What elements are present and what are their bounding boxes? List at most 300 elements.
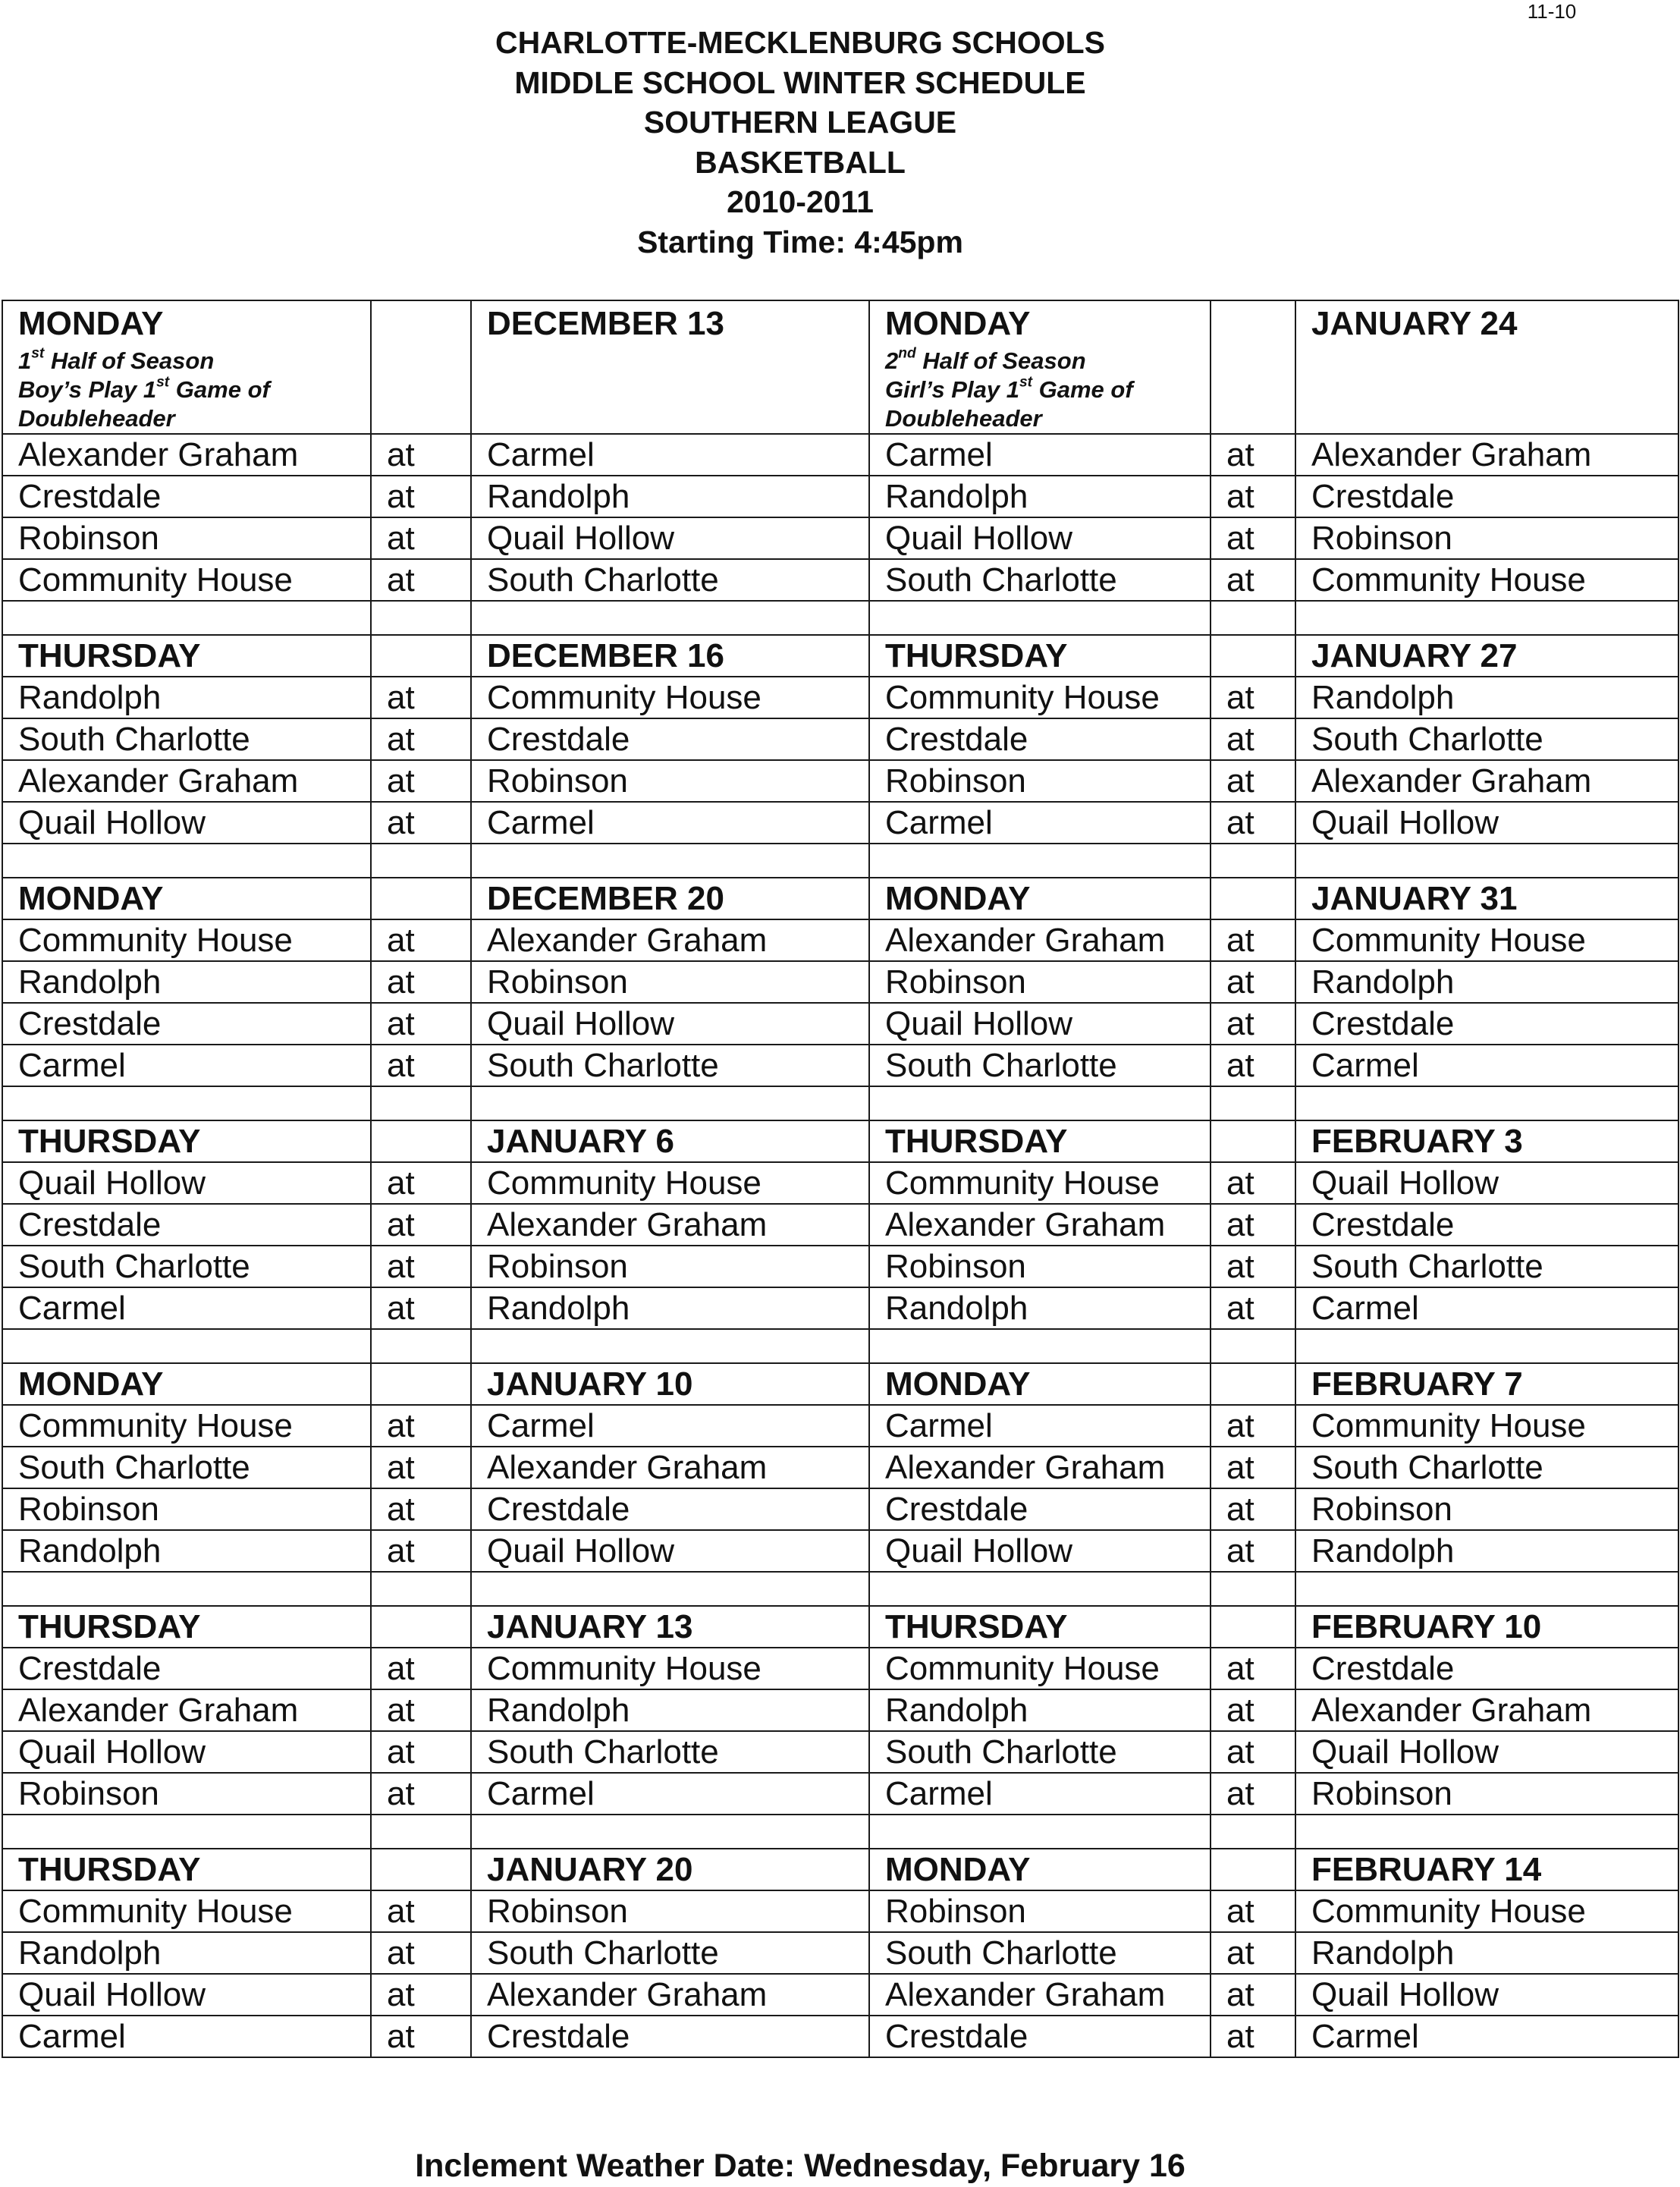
empty-cell <box>1295 1329 1678 1363</box>
second-half-visitor: Alexander Graham <box>869 1204 1211 1246</box>
empty-cell <box>371 1086 471 1120</box>
at-label: at <box>1211 1405 1295 1447</box>
first-half-visitor: Crestdale <box>2 1204 371 1246</box>
at-label: at <box>1211 1246 1295 1287</box>
header-start-time: Starting Time: 4:45pm <box>637 224 963 259</box>
header-sport: BASKETBALL <box>695 144 906 180</box>
first-half-host: Robinson <box>471 961 869 1003</box>
first-half-day-cell <box>2 300 371 434</box>
header-season: 2010-2011 <box>727 184 874 219</box>
empty-cell <box>1211 1329 1295 1363</box>
at-label: at <box>1211 677 1295 718</box>
first-half-visitor: South Charlotte <box>2 1246 371 1287</box>
first-half-host: Alexander Graham <box>471 1447 869 1488</box>
second-half-host: South Charlotte <box>1295 1447 1678 1488</box>
at-label: at <box>371 476 471 517</box>
empty-cell <box>371 635 471 677</box>
header-schedule-title: MIDDLE SCHOOL WINTER SCHEDULE <box>514 64 1086 100</box>
game-row <box>2 476 1678 517</box>
game-row <box>2 1932 1678 1974</box>
empty-cell <box>1295 601 1678 635</box>
round-header-row <box>2 1849 1678 1890</box>
at-label: at <box>371 1530 471 1572</box>
second-half-host: Robinson <box>1295 1773 1678 1815</box>
empty-cell <box>1211 1849 1295 1890</box>
game-row <box>2 1773 1678 1815</box>
at-label: at <box>371 434 471 476</box>
empty-cell <box>371 1815 471 1849</box>
first-half-host: Robinson <box>471 1246 869 1287</box>
empty-cell <box>1211 844 1295 878</box>
second-half-visitor: Randolph <box>869 1689 1211 1731</box>
at-label: at <box>371 1974 471 2016</box>
play-rest: Game of <box>169 376 270 403</box>
empty-cell <box>1211 1086 1295 1120</box>
header-district: CHARLOTTE-MECKLENBURG SCHOOLS <box>495 25 1106 60</box>
first-half-host: Alexander Graham <box>471 1204 869 1246</box>
second-half-host: Alexander Graham <box>1295 1689 1678 1731</box>
half-text: Half of Season <box>44 347 215 374</box>
first-half-day: MONDAY <box>2 1363 371 1405</box>
empty-cell <box>869 1086 1211 1120</box>
first-half-visitor: Quail Hollow <box>2 802 371 844</box>
second-half-visitor: Community House <box>869 1648 1211 1689</box>
second-half-visitor: Crestdale <box>869 1488 1211 1530</box>
game-row <box>2 517 1678 559</box>
game-row <box>2 1648 1678 1689</box>
second-half-visitor: Alexander Graham <box>869 1974 1211 2016</box>
at-label: at <box>1211 1204 1295 1246</box>
at-label: at <box>371 1287 471 1329</box>
second-half-date-cell <box>1295 300 1678 434</box>
at-label: at <box>1211 1890 1295 1932</box>
game-row <box>2 559 1678 601</box>
first-half-host: Carmel <box>471 434 869 476</box>
first-half-visitor: Quail Hollow <box>2 1974 371 2016</box>
first-game-line <box>18 375 370 404</box>
first-half-host: Crestdale <box>471 2016 869 2057</box>
first-half-day: MONDAY <box>18 305 164 342</box>
empty-cell <box>371 878 471 919</box>
header-league: SOUTHERN LEAGUE <box>643 105 957 140</box>
second-half-day-cell <box>869 300 1211 434</box>
spacer-row <box>2 1329 1678 1363</box>
second-half-visitor: Carmel <box>869 1405 1211 1447</box>
game-row <box>2 1530 1678 1572</box>
second-half-visitor: Quail Hollow <box>869 517 1211 559</box>
second-half-host: Community House <box>1295 559 1678 601</box>
round-header-row <box>2 300 1678 434</box>
game-row <box>2 919 1678 961</box>
second-half-visitor: Quail Hollow <box>869 1530 1211 1572</box>
round-header-row <box>2 1363 1678 1405</box>
at-label: at <box>371 1405 471 1447</box>
round-header-row <box>2 1120 1678 1162</box>
first-half-day: THURSDAY <box>2 1606 371 1648</box>
at-label: at <box>371 1689 471 1731</box>
second-half-visitor: Community House <box>869 677 1211 718</box>
empty-cell <box>371 1120 471 1162</box>
game-row <box>2 1162 1678 1204</box>
at-label: at <box>371 1773 471 1815</box>
empty-cell <box>471 601 869 635</box>
at-label: at <box>1211 1045 1295 1086</box>
at-label: at <box>371 1246 471 1287</box>
second-half-date: JANUARY 24 <box>1311 305 1518 342</box>
first-half-day: THURSDAY <box>2 635 371 677</box>
spacer-row <box>2 1086 1678 1120</box>
second-half-host: Carmel <box>1295 1287 1678 1329</box>
schedule-body <box>2 300 1678 2057</box>
second-half-day: MONDAY <box>869 1849 1211 1890</box>
first-half-day: THURSDAY <box>2 1849 371 1890</box>
second-half-visitor: Community House <box>869 1162 1211 1204</box>
second-half-host: Community House <box>1295 1890 1678 1932</box>
second-half-date: FEBRUARY 7 <box>1295 1363 1678 1405</box>
second-half-host: South Charlotte <box>1295 718 1678 760</box>
spacer-row <box>2 601 1678 635</box>
game-row <box>2 760 1678 802</box>
empty-cell <box>1295 844 1678 878</box>
empty-cell <box>2 844 371 878</box>
first-half-visitor: Randolph <box>2 1530 371 1572</box>
second-half-visitor: South Charlotte <box>869 1045 1211 1086</box>
first-half-date: JANUARY 10 <box>471 1363 869 1405</box>
second-half-visitor: Randolph <box>869 1287 1211 1329</box>
game-row <box>2 1488 1678 1530</box>
empty-cell <box>1295 1815 1678 1849</box>
first-half-host: Crestdale <box>471 718 869 760</box>
document-code: 11-10 <box>1527 0 1577 23</box>
empty-cell <box>1211 1572 1295 1606</box>
first-half-visitor: Randolph <box>2 1932 371 1974</box>
second-half-visitor: Robinson <box>869 1246 1211 1287</box>
round-header-row <box>2 878 1678 919</box>
empty-cell <box>1211 601 1295 635</box>
first-half-host: Community House <box>471 1162 869 1204</box>
second-half-visitor: Quail Hollow <box>869 1003 1211 1045</box>
second-half-visitor: Robinson <box>869 961 1211 1003</box>
second-half-host: Quail Hollow <box>1295 802 1678 844</box>
at-label: at <box>371 1162 471 1204</box>
half-ordinal: nd <box>898 345 916 362</box>
second-half-visitor: Crestdale <box>869 2016 1211 2057</box>
empty-cell <box>869 1815 1211 1849</box>
first-half-host: South Charlotte <box>471 1932 869 1974</box>
first-half-visitor: Quail Hollow <box>2 1162 371 1204</box>
second-half-day: THURSDAY <box>869 1120 1211 1162</box>
first-half-visitor: Community House <box>2 1890 371 1932</box>
schedule-table <box>2 300 1679 2058</box>
first-half-host: Carmel <box>471 1773 869 1815</box>
first-half-host: Robinson <box>471 760 869 802</box>
first-half-host: Quail Hollow <box>471 1530 869 1572</box>
first-half-host: Crestdale <box>471 1488 869 1530</box>
at-label: at <box>371 1204 471 1246</box>
second-half-visitor: South Charlotte <box>869 1731 1211 1773</box>
half-ordinal: st <box>31 345 45 362</box>
first-half-visitor: Community House <box>2 1405 371 1447</box>
first-half-visitor: Community House <box>2 559 371 601</box>
at-label: at <box>1211 1773 1295 1815</box>
first-half-host: Community House <box>471 677 869 718</box>
first-half-visitor: Robinson <box>2 517 371 559</box>
at-label: at <box>371 1045 471 1086</box>
first-half-date: DECEMBER 13 <box>487 305 724 342</box>
empty-cell <box>1295 1572 1678 1606</box>
second-half-visitor: Robinson <box>869 760 1211 802</box>
at-label: at <box>1211 1648 1295 1689</box>
round-header-row <box>2 635 1678 677</box>
first-half-visitor: Community House <box>2 919 371 961</box>
empty-cell <box>2 601 371 635</box>
second-half-visitor: Carmel <box>869 802 1211 844</box>
first-half-visitor: Carmel <box>2 1287 371 1329</box>
first-half-host: Alexander Graham <box>471 1974 869 2016</box>
first-half-date: JANUARY 20 <box>471 1849 869 1890</box>
half-number: 2 <box>885 347 899 374</box>
empty-cell <box>1211 1606 1295 1648</box>
game-row <box>2 677 1678 718</box>
empty-cell <box>2 1329 371 1363</box>
second-half-host: Quail Hollow <box>1295 1162 1678 1204</box>
second-half-date: JANUARY 27 <box>1295 635 1678 677</box>
empty-cell <box>1211 300 1295 434</box>
at-label: at <box>1211 1488 1295 1530</box>
first-half-host: Carmel <box>471 802 869 844</box>
game-row <box>2 1003 1678 1045</box>
at-label: at <box>1211 1530 1295 1572</box>
first-half-visitor: Carmel <box>2 2016 371 2057</box>
first-half-date-cell <box>471 300 869 434</box>
spacer-row <box>2 844 1678 878</box>
play-ordinal: st <box>156 374 170 391</box>
empty-cell <box>471 844 869 878</box>
second-half-date: FEBRUARY 14 <box>1295 1849 1678 1890</box>
first-half-host: Alexander Graham <box>471 919 869 961</box>
at-label: at <box>1211 1287 1295 1329</box>
second-half-host: Crestdale <box>1295 476 1678 517</box>
at-label: at <box>371 760 471 802</box>
second-half-visitor: Carmel <box>869 1773 1211 1815</box>
first-half-visitor: Crestdale <box>2 1003 371 1045</box>
empty-cell <box>471 1572 869 1606</box>
first-half-host: Community House <box>471 1648 869 1689</box>
at-label: at <box>371 1932 471 1974</box>
at-label: at <box>371 961 471 1003</box>
first-half-visitor: Carmel <box>2 1045 371 1086</box>
second-half-visitor: Randolph <box>869 476 1211 517</box>
game-row <box>2 961 1678 1003</box>
second-half-host: Quail Hollow <box>1295 1974 1678 2016</box>
game-row <box>2 802 1678 844</box>
at-label: at <box>371 1890 471 1932</box>
second-half-date: JANUARY 31 <box>1295 878 1678 919</box>
second-half-day: MONDAY <box>885 305 1031 342</box>
at-label: at <box>371 919 471 961</box>
second-half-host: Alexander Graham <box>1295 760 1678 802</box>
empty-cell <box>471 1329 869 1363</box>
first-half-visitor: Alexander Graham <box>2 1689 371 1731</box>
first-half-visitor: Crestdale <box>2 1648 371 1689</box>
second-half-visitor: Alexander Graham <box>869 919 1211 961</box>
at-label: at <box>371 677 471 718</box>
half-text: Half of Season <box>915 347 1086 374</box>
doubleheader-line: Doubleheader <box>18 405 175 432</box>
empty-cell <box>371 300 471 434</box>
game-row <box>2 1447 1678 1488</box>
second-half-host: Crestdale <box>1295 1648 1678 1689</box>
game-row <box>2 1974 1678 2016</box>
game-row <box>2 1204 1678 1246</box>
first-half-host: Carmel <box>471 1405 869 1447</box>
second-half-visitor: Carmel <box>869 434 1211 476</box>
second-half-host: Alexander Graham <box>1295 434 1678 476</box>
empty-cell <box>1211 1363 1295 1405</box>
first-half-date: DECEMBER 20 <box>471 878 869 919</box>
game-row <box>2 434 1678 476</box>
second-half-day: THURSDAY <box>869 635 1211 677</box>
second-half-host: Randolph <box>1295 677 1678 718</box>
second-half-visitor: Alexander Graham <box>869 1447 1211 1488</box>
at-label: at <box>1211 760 1295 802</box>
at-label: at <box>371 1003 471 1045</box>
first-half-visitor: Alexander Graham <box>2 434 371 476</box>
empty-cell <box>1211 1120 1295 1162</box>
second-half-host: Carmel <box>1295 1045 1678 1086</box>
at-label: at <box>371 559 471 601</box>
empty-cell <box>371 1849 471 1890</box>
at-label: at <box>371 1731 471 1773</box>
second-half-host: Robinson <box>1295 1488 1678 1530</box>
second-half-day: MONDAY <box>869 1363 1211 1405</box>
doubleheader-line: Doubleheader <box>885 405 1042 432</box>
first-half-day: THURSDAY <box>2 1120 371 1162</box>
play-rest: Game of <box>1032 376 1133 403</box>
half-season-line <box>18 347 370 375</box>
first-half-host: South Charlotte <box>471 1731 869 1773</box>
at-label: at <box>371 718 471 760</box>
game-row <box>2 1287 1678 1329</box>
empty-cell <box>2 1572 371 1606</box>
empty-cell <box>471 1086 869 1120</box>
second-half-host: Community House <box>1295 1405 1678 1447</box>
first-half-host: Randolph <box>471 1287 869 1329</box>
first-half-day: MONDAY <box>2 878 371 919</box>
second-half-date: FEBRUARY 10 <box>1295 1606 1678 1648</box>
empty-cell <box>869 601 1211 635</box>
first-half-visitor: Robinson <box>2 1488 371 1530</box>
play-text: Boy’s Play 1 <box>18 376 157 403</box>
game-row <box>2 1689 1678 1731</box>
empty-cell <box>471 1815 869 1849</box>
first-game-line <box>885 375 1210 404</box>
at-label: at <box>1211 1003 1295 1045</box>
first-half-visitor: South Charlotte <box>2 1447 371 1488</box>
first-half-date: JANUARY 13 <box>471 1606 869 1648</box>
at-label: at <box>1211 1447 1295 1488</box>
second-half-day: MONDAY <box>869 878 1211 919</box>
at-label: at <box>1211 718 1295 760</box>
second-half-visitor: South Charlotte <box>869 1932 1211 1974</box>
second-half-visitor: Robinson <box>869 1890 1211 1932</box>
at-label: at <box>1211 1932 1295 1974</box>
second-half-host: Community House <box>1295 919 1678 961</box>
at-label: at <box>371 517 471 559</box>
at-label: at <box>1211 961 1295 1003</box>
first-half-host: Randolph <box>471 476 869 517</box>
first-half-host: Quail Hollow <box>471 517 869 559</box>
empty-cell <box>1295 1086 1678 1120</box>
empty-cell <box>371 844 471 878</box>
second-half-visitor: Crestdale <box>869 718 1211 760</box>
at-label: at <box>1211 802 1295 844</box>
second-half-date: FEBRUARY 3 <box>1295 1120 1678 1162</box>
page-header <box>0 23 1600 262</box>
game-row <box>2 718 1678 760</box>
second-half-host: Robinson <box>1295 517 1678 559</box>
second-half-host: Randolph <box>1295 961 1678 1003</box>
second-half-day: THURSDAY <box>869 1606 1211 1648</box>
empty-cell <box>2 1815 371 1849</box>
play-ordinal: st <box>1019 374 1033 391</box>
game-row <box>2 1731 1678 1773</box>
game-row <box>2 1045 1678 1086</box>
empty-cell <box>869 1329 1211 1363</box>
first-half-visitor: Crestdale <box>2 476 371 517</box>
at-label: at <box>1211 1689 1295 1731</box>
first-half-visitor: Alexander Graham <box>2 760 371 802</box>
empty-cell <box>869 844 1211 878</box>
empty-cell <box>371 1572 471 1606</box>
at-label: at <box>1211 559 1295 601</box>
empty-cell <box>869 1572 1211 1606</box>
second-half-visitor: South Charlotte <box>869 559 1211 601</box>
first-half-visitor: Randolph <box>2 961 371 1003</box>
at-label: at <box>371 802 471 844</box>
first-half-host: Quail Hollow <box>471 1003 869 1045</box>
inclement-weather-note: Inclement Weather Date: Wednesday, February 16 <box>415 2148 1185 2184</box>
at-label: at <box>1211 2016 1295 2057</box>
first-half-host: Robinson <box>471 1890 869 1932</box>
at-label: at <box>371 2016 471 2057</box>
empty-cell <box>371 1606 471 1648</box>
second-half-host: South Charlotte <box>1295 1246 1678 1287</box>
at-label: at <box>1211 1974 1295 2016</box>
empty-cell <box>371 1329 471 1363</box>
second-half-host: Crestdale <box>1295 1204 1678 1246</box>
game-row <box>2 1246 1678 1287</box>
empty-cell <box>1211 1815 1295 1849</box>
at-label: at <box>371 1648 471 1689</box>
round-header-row <box>2 1606 1678 1648</box>
at-label: at <box>1211 919 1295 961</box>
spacer-row <box>2 1815 1678 1849</box>
first-half-visitor: Robinson <box>2 1773 371 1815</box>
first-half-host: Randolph <box>471 1689 869 1731</box>
half-season-line <box>885 347 1210 375</box>
game-row <box>2 1890 1678 1932</box>
second-half-host: Randolph <box>1295 1530 1678 1572</box>
first-half-host: South Charlotte <box>471 559 869 601</box>
empty-cell <box>371 601 471 635</box>
second-half-host: Randolph <box>1295 1932 1678 1974</box>
empty-cell <box>2 1086 371 1120</box>
empty-cell <box>1211 878 1295 919</box>
game-row <box>2 1405 1678 1447</box>
first-half-date: DECEMBER 16 <box>471 635 869 677</box>
at-label: at <box>1211 434 1295 476</box>
